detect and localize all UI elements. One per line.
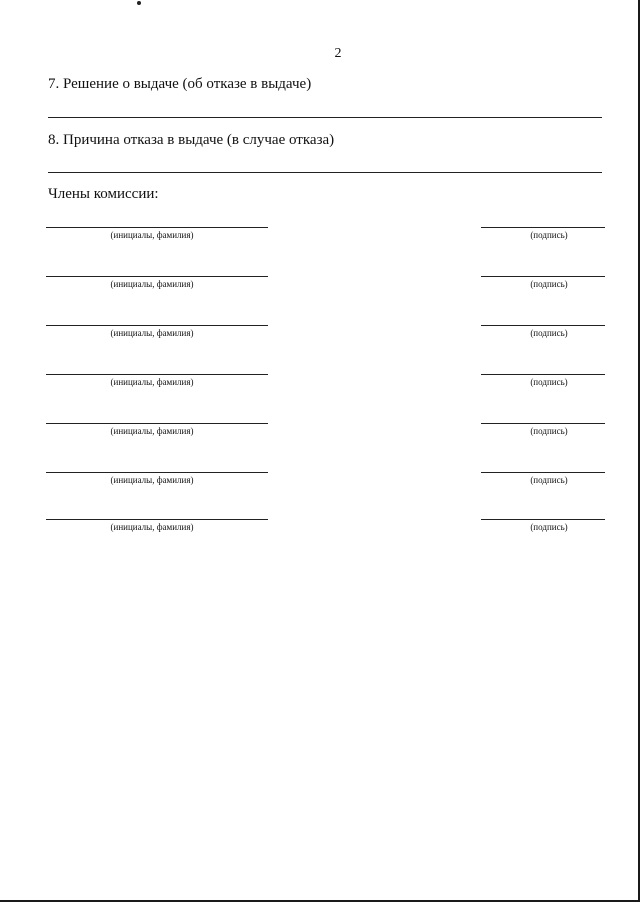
- signature-line: [481, 472, 605, 473]
- signature-line: [481, 519, 605, 520]
- name-caption: (инициалы, фамилия): [110, 426, 194, 436]
- scan-artifact-dot: [137, 1, 141, 5]
- refusal-reason-answer-line: [48, 172, 602, 173]
- name-line: [46, 374, 268, 375]
- signature-caption: (подпись): [530, 328, 568, 338]
- section-decision-heading: 7. Решение о выдаче (об отказе в выдаче): [48, 76, 312, 92]
- member-signature-row: [0, 227, 640, 247]
- member-signature-row: [0, 472, 640, 492]
- signature-caption: (подпись): [530, 426, 568, 436]
- name-line: [46, 325, 268, 326]
- member-signature-row: [0, 276, 640, 296]
- signature-caption: (подпись): [530, 522, 568, 532]
- name-line: [46, 472, 268, 473]
- signature-line: [481, 423, 605, 424]
- name-caption: (инициалы, фамилия): [110, 475, 194, 485]
- name-line: [46, 276, 268, 277]
- commission-members-title: Члены комиссии:: [48, 186, 159, 202]
- name-caption: (инициалы, фамилия): [110, 328, 194, 338]
- signature-caption: (подпись): [530, 230, 568, 240]
- name-line: [46, 519, 268, 520]
- signature-line: [481, 374, 605, 375]
- member-signature-row: [0, 423, 640, 443]
- name-caption: (инициалы, фамилия): [110, 522, 194, 532]
- section-refusal-reason-heading: 8. Причина отказа в выдаче (в случае отказа): [48, 132, 335, 148]
- signature-caption: (подпись): [530, 475, 568, 485]
- member-signature-row: [0, 374, 640, 394]
- decision-answer-line: [48, 117, 602, 118]
- member-signature-row: [0, 519, 640, 539]
- name-caption: (инициалы, фамилия): [110, 279, 194, 289]
- signature-caption: (подпись): [530, 377, 568, 387]
- member-signature-row: [0, 325, 640, 345]
- name-line: [46, 423, 268, 424]
- signature-line: [481, 276, 605, 277]
- name-line: [46, 227, 268, 228]
- signature-caption: (подпись): [530, 279, 568, 289]
- signature-line: [481, 325, 605, 326]
- page-number: 2: [334, 46, 342, 61]
- name-caption: (инициалы, фамилия): [110, 377, 194, 387]
- signature-line: [481, 227, 605, 228]
- name-caption: (инициалы, фамилия): [110, 230, 194, 240]
